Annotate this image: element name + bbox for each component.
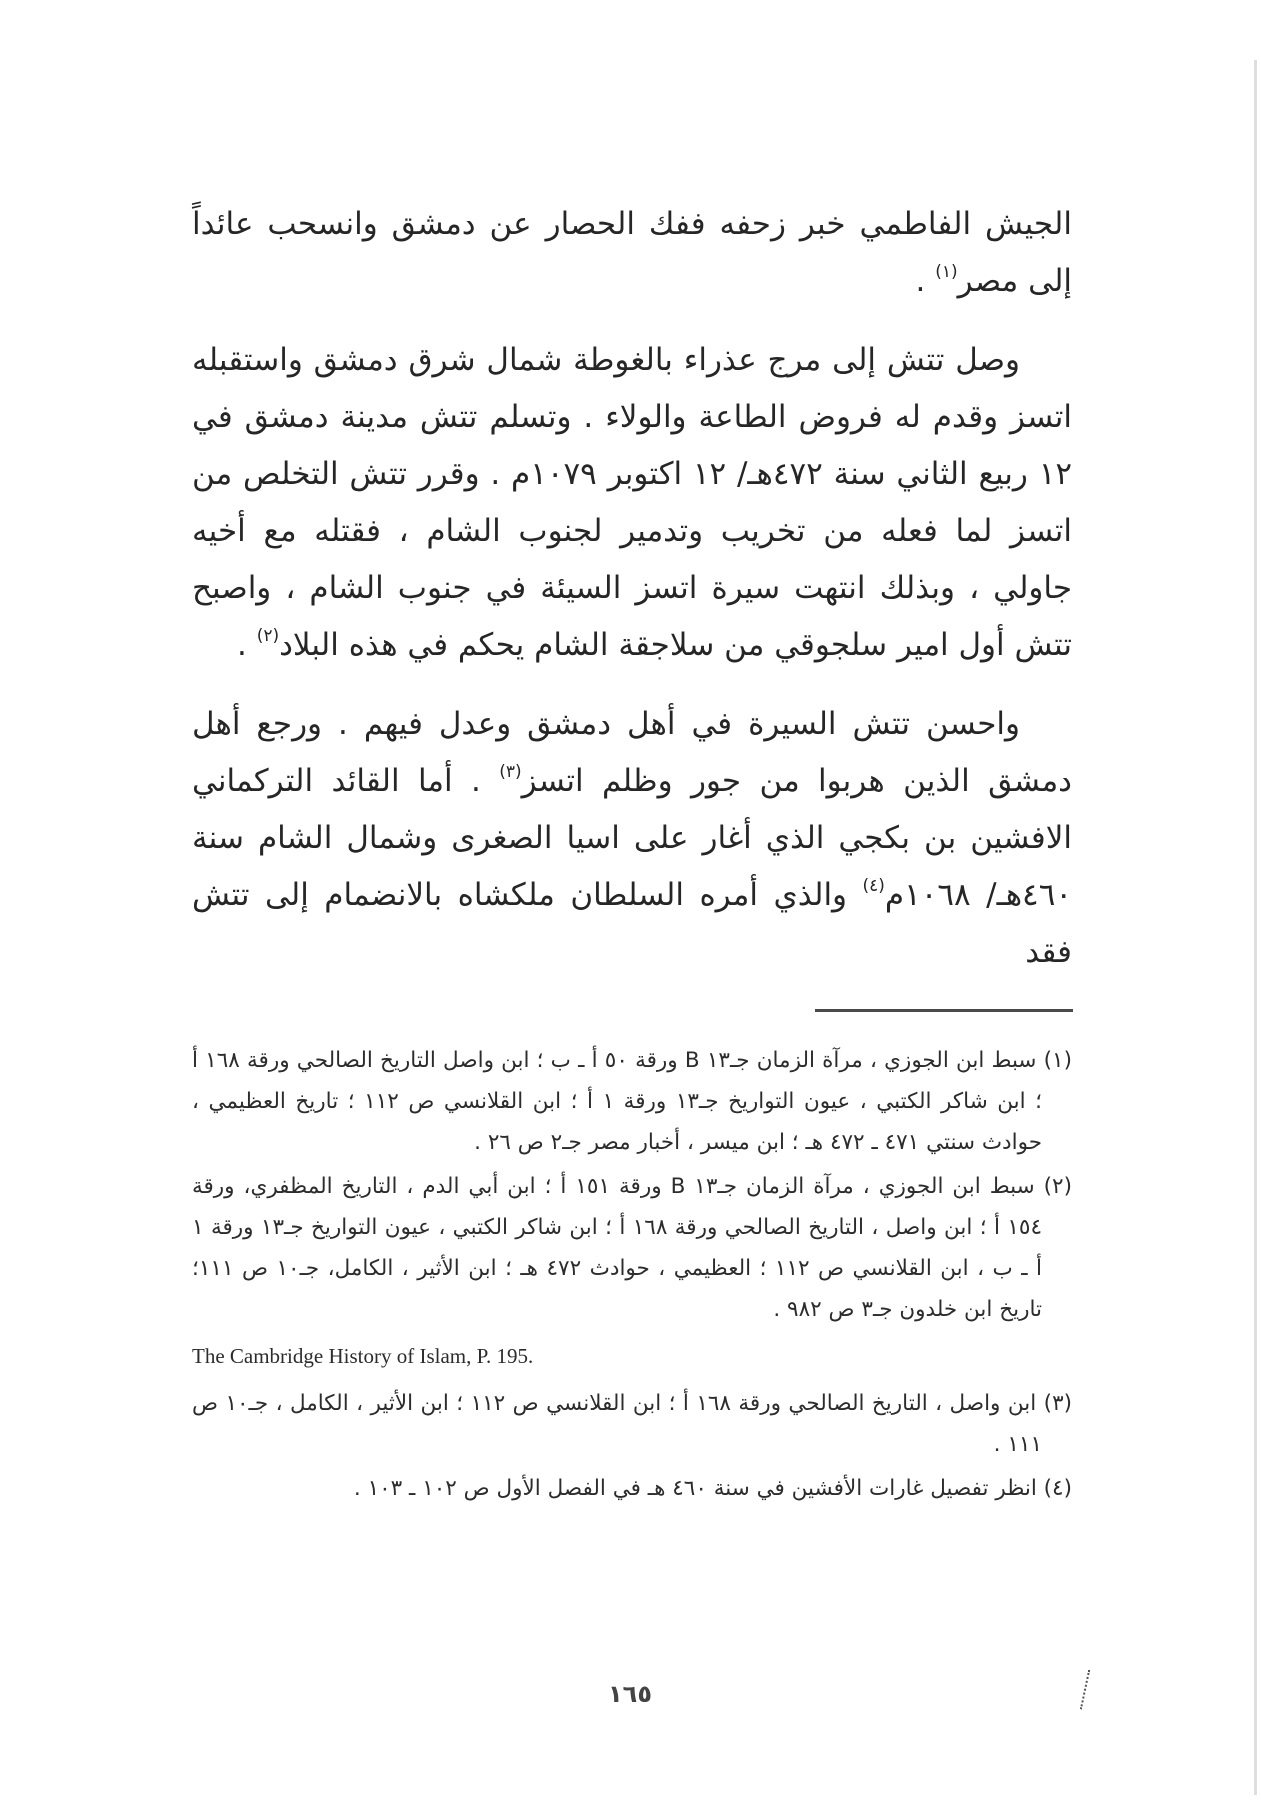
footnote	[192, 1468, 1072, 1509]
paragraph	[192, 196, 1072, 310]
footnote	[192, 1166, 1072, 1330]
footnote-reference[interactable]: (٣)	[499, 762, 522, 782]
footnote-number: (٣)	[1043, 1391, 1073, 1416]
footnotes	[192, 1040, 1072, 1509]
footnote-latin-reference: The Cambridge History of Islam, P. 195.	[192, 1344, 534, 1368]
footnote-text: سبط ابن الجوزي ، مرآة الزمان جـ١٣ B ورقة ١٥١ أ ؛ ابن أبي الدم ، التاريخ المظفري، ورقة ١٥٤ أ ؛ ابن واصل ، التاريخ الصالحي ورقة ١٦٨ أ ؛ ابن شاكر الكتبي ، عيون التواريخ جـ١٣ ورقة ١ أ ـ ب ، ابن القلانسي ص ١١٢ ؛ العظيمي ، حوادث ٤٧٢ هـ ؛ ابن الأثير ، الكامل، جـ١٠ ص ١١١؛ تاريخ ابن خلدون جـ٣ ص ٩٨٢ .	[192, 1174, 1042, 1322]
footnote-number: (١)	[1043, 1048, 1072, 1073]
page-number: ١٦٥	[608, 1680, 652, 1708]
paragraph-tail: .	[915, 263, 936, 299]
scan-margin-mark	[1080, 1670, 1093, 1710]
paragraph	[192, 332, 1072, 674]
footnote-number: (٤)	[1043, 1476, 1072, 1501]
paragraph	[192, 696, 1072, 981]
paragraph-text: . أما القائد التركماني الافشين بن بكجي الذي أغار على اسيا الصغرى وشمال الشام سنة ٤٦٠هـ/ ١٠٦٨م	[192, 763, 1072, 913]
paragraph-text: واحسن تتش السيرة في أهل دمشق وعدل فيهم . ورجع أهل دمشق الذين هربوا من جور وظلم اتسز	[192, 706, 1072, 799]
paragraph-text: والذي أمره السلطان ملكشاه بالانضمام إلى تتش فقد	[192, 877, 1072, 970]
footnote-text: انظر تفصيل غارات الأفشين في سنة ٤٦٠ هـ في الفصل الأول ص ١٠٢ ـ ١٠٣ .	[353, 1476, 1037, 1501]
footnote-text: سبط ابن الجوزي ، مرآة الزمان جـ١٣ B ورقة ٥٠ أ ـ ب ؛ ابن واصل التاريخ الصالحي ورقة ١٦٨ أ ؛ ابن شاكر الكتبي ، عيون التواريخ جـ١٣ ورقة ١ أ ؛ ابن القلانسي ص ١١٢ ؛ تاريخ العظيمي ، حوادث سنتي ٤٧١ ـ ٤٧٢ هـ ؛ ابن ميسر ، أخبار مصر جـ٢ ص ٢٦ .	[192, 1048, 1042, 1155]
footnote	[192, 1040, 1072, 1163]
footnote	[192, 1383, 1072, 1465]
footnote-text: ابن واصل ، التاريخ الصالحي ورقة ١٦٨ أ ؛ ابن القلانسي ص ١١٢ ؛ ابن الأثير ، الكامل ، جـ١٠ ص ١١١ .	[192, 1391, 1042, 1457]
main-text	[192, 196, 1072, 981]
paragraph-tail: .	[236, 627, 257, 663]
footnote-reference[interactable]: (١)	[935, 262, 958, 282]
footnote-reference[interactable]: (٢)	[256, 626, 280, 646]
scanned-page-edge	[1254, 60, 1257, 1795]
footnote-separator	[815, 1009, 1073, 1012]
footnote-reference[interactable]: (٤)	[862, 876, 885, 896]
footnote-number: (٢)	[1043, 1174, 1072, 1199]
paragraph-text: وصل تتش إلى مرج عذراء بالغوطة شمال شرق دمشق واستقبله اتسز وقدم له فروض الطاعة والولاء . وتسلم تتش مدينة دمشق في ١٢ ربيع الثاني سنة ٤٧٢هـ/ ١٢ اكتوبر ١٠٧٩م . وقرر تتش التخلص من اتسز لما فعله من تخريب وتدمير لجنوب الشام ، فقتله مع أخيه جاولي ، وبذلك انتهت سيرة اتسز السيئة في جنوب الشام ، واصبح تتش أول امير سلجوقي من سلاجقة الشام يحكم في هذه البلاد	[192, 342, 1072, 663]
paragraph-text: الجيش الفاطمي خبر زحفه ففك الحصار عن دمشق وانسحب عائداً إلى مصر	[192, 206, 1072, 299]
